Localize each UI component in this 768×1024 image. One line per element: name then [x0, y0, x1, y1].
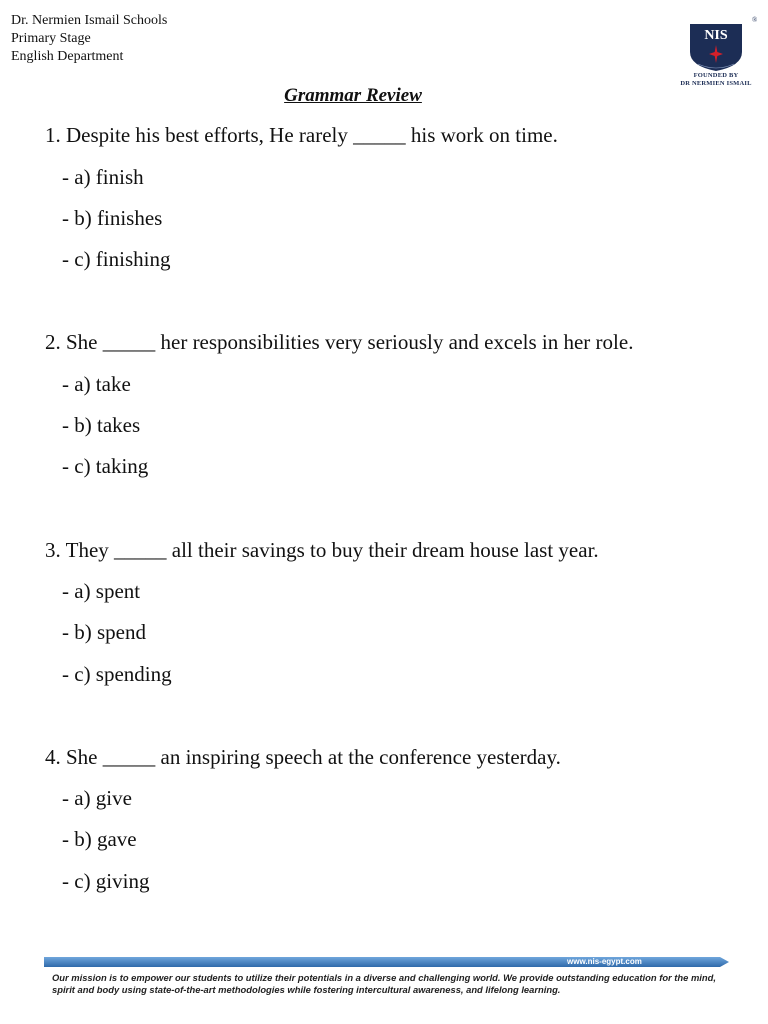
- question-3-option-b: - b) spend: [62, 620, 146, 644]
- school-header: [11, 12, 167, 66]
- footer-url[interactable]: www.nis-egypt.com: [567, 957, 642, 966]
- question-4: 4. She _____ an inspiring speech at the conference yesterday.: [45, 745, 561, 769]
- nis-shield-icon: [688, 22, 744, 72]
- question-2-option-b: - b) takes: [62, 413, 141, 437]
- question-1: 1. Despite his best efforts, He rarely _____ his work on time.: [45, 123, 558, 147]
- question-3-option-c: - c) spending: [62, 662, 172, 686]
- question-4-option-c: - c) giving: [62, 869, 150, 893]
- school-logo: [668, 16, 764, 92]
- footer-mission-statement: Our mission is to empower our students to utilize their potentials in a diverse and challenging world. We provide outstanding education for the mind, spirit and body using state-of-the-art methodologies while fostering intercultural awareness, and lifelong learning.: [52, 972, 716, 995]
- logo-founded-line1: FOUNDED BY: [693, 72, 739, 79]
- school-name: Dr. Nermien Ismail Schools: [11, 13, 168, 28]
- logo-founded-line2: DR NERMIEN ISMAIL: [680, 79, 752, 87]
- question-2-option-c: - c) taking: [62, 454, 149, 478]
- question-2-option-a: - a) take: [62, 372, 131, 396]
- question-2: 2. She _____ her responsibilities very seriously and excels in her role.: [45, 330, 634, 354]
- question-4-option-a: - a) give: [62, 786, 132, 810]
- question-1-option-a: - a) finish: [62, 165, 144, 189]
- question-3-option-a: - a) spent: [62, 579, 141, 603]
- registered-mark: ®: [752, 16, 758, 24]
- page-title: Grammar Review: [284, 85, 422, 106]
- question-3: 3. They _____ all their savings to buy their dream house last year.: [45, 538, 599, 562]
- question-1-option-b: - b) finishes: [62, 206, 163, 230]
- question-1-option-c: - c) finishing: [62, 247, 171, 271]
- stage-label: Primary Stage: [11, 31, 91, 46]
- question-4-option-b: - b) gave: [62, 827, 137, 851]
- department-label: English Department: [11, 49, 124, 64]
- logo-initials: NIS: [704, 28, 728, 43]
